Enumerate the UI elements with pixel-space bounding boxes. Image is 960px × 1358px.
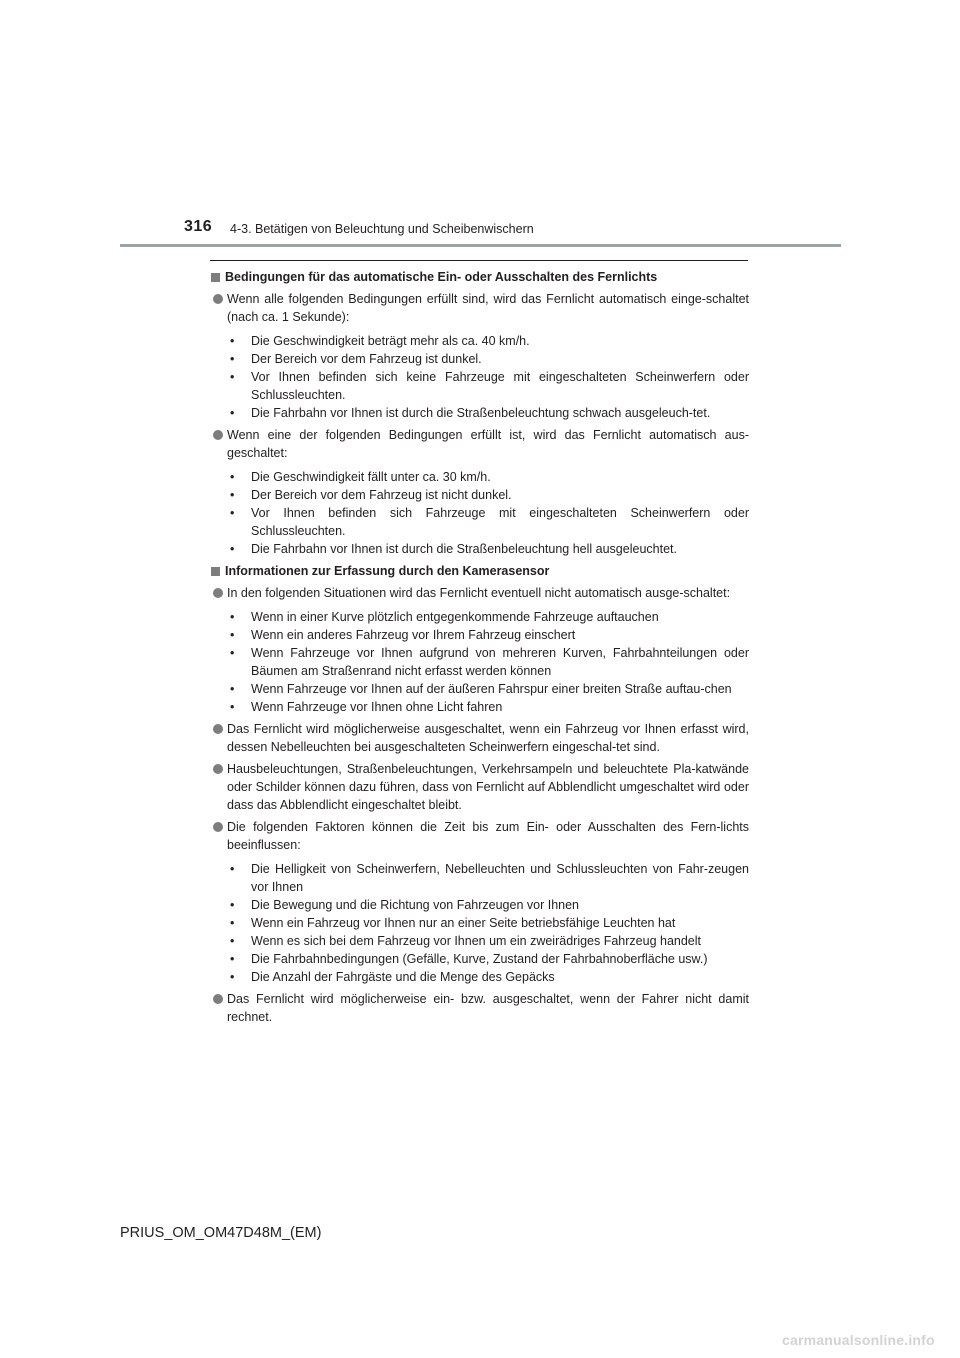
paragraph: [211, 720, 749, 756]
list-item: • Wenn Fahrzeuge vor Ihnen ohne Licht fahren: [227, 698, 749, 716]
paragraph: [211, 990, 749, 1026]
paragraph-text: Hausbeleuchtungen, Straßenbeleuchtungen, Verkehrsampeln und beleuchtete Pla-katwände oder Schilder können dazu führen, dass von Fernlicht auf Abblendlicht umgeschaltet wird oder dass das Abblendlicht eingeschaltet bleibt.: [227, 762, 749, 812]
bullet-list: [227, 468, 749, 558]
paragraph: [211, 760, 749, 814]
paragraph-text: Wenn alle folgenden Bedingungen erfüllt sind, wird das Fernlicht automatisch einge-schaltet (nach ca. 1 Sekunde):: [227, 292, 749, 324]
section-title-text: Bedingungen für das automatische Ein- oder Ausschalten des Fernlichts: [225, 270, 658, 284]
section-title-text: Informationen zur Erfassung durch den Kamerasensor: [225, 564, 550, 578]
list-item: • Die Fahrbahn vor Ihnen ist durch die Straßenbeleuchtung hell ausgeleuchtet.: [227, 540, 749, 558]
bullet-list: [227, 860, 749, 986]
paragraph: [211, 584, 749, 602]
section-title: [211, 268, 749, 286]
square-bullet-icon: [211, 567, 220, 576]
circle-bullet-icon: [213, 724, 223, 734]
paragraph-text: Das Fernlicht wird möglicherweise ausgeschaltet, wenn ein Fahrzeug vor Ihnen erfasst wird, dessen Nebelleuchten bei ausgeschalteten Scheinwerfern eingeschal-tet sind.: [227, 722, 749, 754]
list-item: • Wenn in einer Kurve plötzlich entgegenkommende Fahrzeuge auftauchen: [227, 608, 749, 626]
paragraph: [211, 426, 749, 462]
circle-bullet-icon: [213, 764, 223, 774]
list-item: • Wenn es sich bei dem Fahrzeug vor Ihnen um ein zweirädriges Fahrzeug handelt: [227, 932, 749, 950]
paragraph: [211, 290, 749, 326]
list-item: • Vor Ihnen befinden sich keine Fahrzeuge mit eingeschalteten Scheinwerfern oder Schlussleuchten.: [227, 368, 749, 404]
bullet-list: [227, 332, 749, 422]
list-item: • Wenn Fahrzeuge vor Ihnen aufgrund von mehreren Kurven, Fahrbahnteilungen oder Bäumen am Straßenrand nicht erfasst werden können: [227, 644, 749, 680]
list-item: • Die Geschwindigkeit beträgt mehr als ca. 40 km/h.: [227, 332, 749, 350]
watermark: carmanualsonline.info: [782, 1332, 935, 1348]
bullet-list: [227, 608, 749, 716]
circle-bullet-icon: [213, 430, 223, 440]
square-bullet-icon: [211, 273, 220, 282]
paragraph: [211, 818, 749, 854]
list-item: • Die Helligkeit von Scheinwerfern, Nebelleuchten und Schlussleuchten von Fahr-zeugen vor Ihnen: [227, 860, 749, 896]
footer-doc-id: PRIUS_OM_OM47D48M_(EM): [120, 1225, 322, 1241]
list-item: • Vor Ihnen befinden sich Fahrzeuge mit eingeschalteten Scheinwerfern oder Schlussleuchten.: [227, 504, 749, 540]
content: [211, 268, 749, 1030]
paragraph-text: Die folgenden Faktoren können die Zeit bis zum Ein- oder Ausschalten des Fern-lichts beeinflussen:: [227, 820, 749, 852]
list-item: • Der Bereich vor dem Fahrzeug ist nicht dunkel.: [227, 486, 749, 504]
paragraph-text: Das Fernlicht wird möglicherweise ein- bzw. ausgeschaltet, wenn der Fahrer nicht damit rechnet.: [227, 992, 749, 1024]
page-number: 316: [184, 218, 213, 235]
section-rule: [210, 260, 748, 261]
chapter-title: 4-3. Betätigen von Beleuchtung und Scheibenwischern: [230, 222, 534, 236]
list-item: • Die Anzahl der Fahrgäste und die Menge des Gepäcks: [227, 968, 749, 986]
circle-bullet-icon: [213, 588, 223, 598]
list-item: • Die Fahrbahnbedingungen (Gefälle, Kurve, Zustand der Fahrbahnoberfläche usw.): [227, 950, 749, 968]
list-item: • Der Bereich vor dem Fahrzeug ist dunkel.: [227, 350, 749, 368]
list-item: • Die Bewegung und die Richtung von Fahrzeugen vor Ihnen: [227, 896, 749, 914]
paragraph-text: In den folgenden Situationen wird das Fernlicht eventuell nicht automatisch ausge-schaltet:: [227, 586, 731, 600]
list-item: • Die Geschwindigkeit fällt unter ca. 30 km/h.: [227, 468, 749, 486]
header-rule: [120, 244, 841, 247]
list-item: • Wenn Fahrzeuge vor Ihnen auf der äußeren Fahrspur einer breiten Straße auftau-chen: [227, 680, 749, 698]
section-title: [211, 562, 749, 580]
circle-bullet-icon: [213, 294, 223, 304]
list-item: • Wenn ein Fahrzeug vor Ihnen nur an einer Seite betriebsfähige Leuchten hat: [227, 914, 749, 932]
paragraph-text: Wenn eine der folgenden Bedingungen erfüllt ist, wird das Fernlicht automatisch aus-geschaltet:: [227, 428, 749, 460]
circle-bullet-icon: [213, 822, 223, 832]
circle-bullet-icon: [213, 994, 223, 1004]
list-item: • Die Fahrbahn vor Ihnen ist durch die Straßenbeleuchtung schwach ausgeleuch-tet.: [227, 404, 749, 422]
list-item: • Wenn ein anderes Fahrzeug vor Ihrem Fahrzeug einschert: [227, 626, 749, 644]
